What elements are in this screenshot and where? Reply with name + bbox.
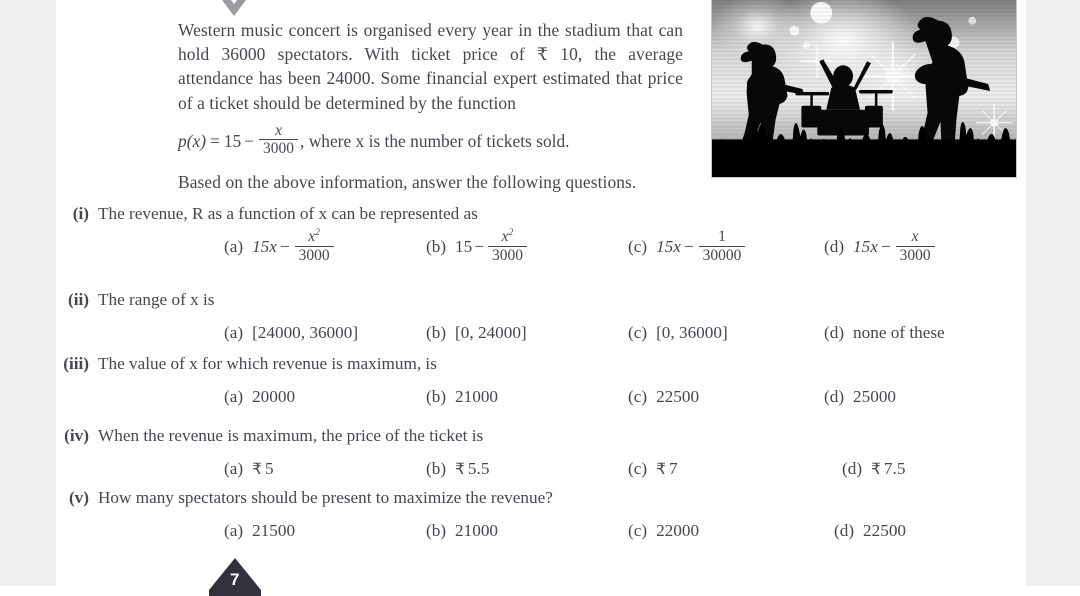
option-label-v-d: (d) [834, 521, 855, 540]
formula-fraction [259, 123, 298, 157]
option-label-iii-d: (d) [824, 387, 845, 406]
option-value-i-a [252, 229, 336, 264]
option-i-c-denominator: 30000 [699, 246, 746, 264]
price-function-formula [178, 121, 683, 158]
options-row-v [56, 513, 1026, 559]
option-value-ii-c: [0, 36000] [656, 323, 728, 342]
question-number-i: (i) [72, 204, 89, 223]
formula-lhs: p(x) [178, 130, 206, 151]
option-v-d[interactable] [834, 521, 906, 541]
option-label-iv-b: (b) [426, 459, 447, 478]
option-iv-a[interactable] [224, 459, 274, 479]
option-i-b-lead: 15 [455, 236, 473, 256]
option-iii-d[interactable] [824, 387, 896, 407]
option-label-iv-a: (a) [224, 459, 244, 478]
option-value-v-a: 21500 [252, 521, 296, 540]
option-label-iii-b: (b) [426, 387, 447, 406]
question-number-iv: (iv) [64, 426, 89, 445]
option-ii-d[interactable] [824, 323, 945, 343]
question-block-v [56, 487, 1026, 559]
question-block-iii [56, 353, 1026, 425]
option-iii-c[interactable] [628, 387, 699, 407]
question-stem-v [56, 487, 1026, 509]
question-text-iii: The value of x for which revenue is maximum, is [98, 354, 437, 373]
option-i-d-denominator: 3000 [896, 246, 935, 264]
option-i-d-minus: − [880, 236, 891, 256]
rupee-icon: ₹ [455, 459, 465, 478]
option-value-iv-b: 5.5 [467, 459, 490, 478]
chevron-down-icon [208, 0, 260, 16]
option-i-a-numerator [304, 228, 324, 246]
rupee-icon: ₹ [656, 459, 666, 478]
formula-trailing-text: , where x is the number of tickets sold. [300, 130, 570, 151]
formula-equals: = [210, 130, 220, 151]
option-ii-c[interactable] [628, 323, 728, 343]
option-i-b-fraction [488, 228, 527, 263]
option-i-b-denominator: 3000 [488, 246, 527, 264]
option-ii-a[interactable] [224, 323, 358, 343]
question-number-ii: (ii) [68, 290, 89, 309]
concert-silhouette-photo [711, 0, 1017, 178]
passage-paragraph-1: Western music concert is organised every year in the stadium that can hold 36000 spectators. With ticket price of ₹ 10, the average attendance has been 24000. Some financial expert estimated that price of a ticket should be determined by the function [178, 20, 683, 113]
question-text-ii: The range of x is [98, 290, 215, 309]
question-stem-ii [56, 289, 1026, 311]
option-value-i-d [853, 229, 937, 264]
option-label-i-c: (c) [628, 236, 648, 256]
question-stem-iv [56, 425, 1026, 447]
option-value-ii-a: [24000, 36000] [252, 323, 359, 342]
option-label-iv-d: (d) [842, 459, 863, 478]
option-i-d-lead: 15x [853, 236, 878, 256]
options-row-iii [56, 379, 1026, 425]
option-v-c[interactable] [628, 521, 699, 541]
option-label-i-d: (d) [824, 236, 845, 256]
option-label-v-c: (c) [628, 521, 648, 540]
option-label-v-b: (b) [426, 521, 447, 540]
option-value-iii-b: 21000 [455, 387, 499, 406]
option-i-c-numerator [714, 228, 730, 246]
passage-paragraph-2: Based on the above information, answer the following questions. [178, 171, 637, 192]
options-row-i [56, 229, 1026, 281]
option-value-iv-a: 5 [264, 459, 274, 478]
question-block-ii [56, 289, 1026, 361]
option-i-a[interactable] [224, 229, 336, 264]
option-i-a-denominator: 3000 [295, 246, 334, 264]
option-value-iv-c: 7 [668, 459, 678, 478]
formula-numerator: x [275, 121, 282, 139]
option-label-v-a: (a) [224, 521, 244, 540]
option-label-ii-b: (b) [426, 323, 447, 342]
question-stem-iii [56, 353, 1026, 375]
option-value-i-c [656, 229, 747, 264]
question-stem-i [56, 203, 1026, 225]
option-iv-c[interactable] [628, 459, 678, 479]
formula-denominator: 3000 [259, 139, 298, 157]
rupee-icon: ₹ [252, 459, 262, 478]
page-number-marker [207, 556, 263, 596]
option-iii-a[interactable] [224, 387, 295, 407]
option-i-b[interactable] [426, 229, 529, 264]
rupee-icon: ₹ [871, 459, 881, 478]
option-value-iii-a: 20000 [252, 387, 296, 406]
option-i-a-minus: − [279, 236, 290, 256]
option-i-c-fraction [699, 228, 746, 263]
option-i-d[interactable] [824, 229, 937, 264]
option-label-ii-d: (d) [824, 323, 845, 342]
option-i-b-minus: − [474, 236, 484, 256]
option-i-d-num-base: x [911, 228, 919, 246]
option-i-a-num-exp: 2 [315, 227, 320, 238]
question-number-iii: (iii) [63, 354, 89, 373]
question-number-v: (v) [68, 488, 89, 507]
option-i-c-minus: − [683, 236, 694, 256]
option-label-ii-c: (c) [628, 323, 648, 342]
option-i-c-num-base: 1 [718, 228, 726, 246]
option-label-iii-c: (c) [628, 387, 648, 406]
option-label-iv-c: (c) [628, 459, 648, 478]
option-i-a-num-base: x [308, 228, 316, 246]
formula-minus: − [244, 130, 255, 151]
option-value-v-d: 22500 [863, 521, 907, 540]
question-block-i [56, 203, 1026, 281]
option-i-c[interactable] [628, 229, 747, 264]
formula-constant: 15 [223, 130, 242, 151]
option-value-iii-d: 25000 [853, 387, 897, 406]
option-i-b-num-exp: 2 [508, 227, 514, 238]
option-v-b[interactable] [426, 521, 498, 541]
option-v-a[interactable] [224, 521, 295, 541]
option-i-d-numerator [908, 228, 923, 246]
page-sheet [56, 0, 1026, 589]
option-label-i-b: (b) [426, 236, 447, 256]
option-i-a-fraction [295, 228, 334, 263]
option-label-i-a: (a) [224, 236, 244, 256]
option-i-d-fraction [896, 228, 935, 263]
option-iv-b[interactable] [426, 459, 489, 479]
option-ii-b[interactable] [426, 323, 527, 343]
option-i-b-numerator [498, 228, 518, 246]
option-label-iii-a: (a) [224, 387, 244, 406]
option-iii-b[interactable] [426, 387, 498, 407]
option-i-a-lead: 15x [252, 236, 277, 256]
option-label-ii-a: (a) [224, 323, 244, 342]
question-text-iv: When the revenue is maximum, the price of the ticket is [98, 426, 484, 445]
option-i-b-num-base: x [501, 228, 509, 246]
option-value-iii-c: 22500 [656, 387, 700, 406]
option-value-v-b: 21000 [455, 521, 499, 540]
option-value-iv-d: 7.5 [883, 459, 906, 478]
page-marker-number: 7 [230, 570, 240, 589]
question-text-i: The revenue, R as a function of x can be represented as [98, 204, 478, 223]
passage-text-column [178, 18, 683, 194]
question-text-v: How many spectators should be present to maximize the revenue? [98, 488, 553, 507]
option-iv-d[interactable] [842, 459, 905, 479]
option-value-ii-d: none of these [853, 323, 945, 342]
option-value-v-c: 22000 [656, 521, 700, 540]
option-value-ii-b: [0, 24000] [455, 323, 527, 342]
option-value-i-b [455, 229, 529, 264]
option-i-c-lead: 15x [656, 236, 681, 256]
